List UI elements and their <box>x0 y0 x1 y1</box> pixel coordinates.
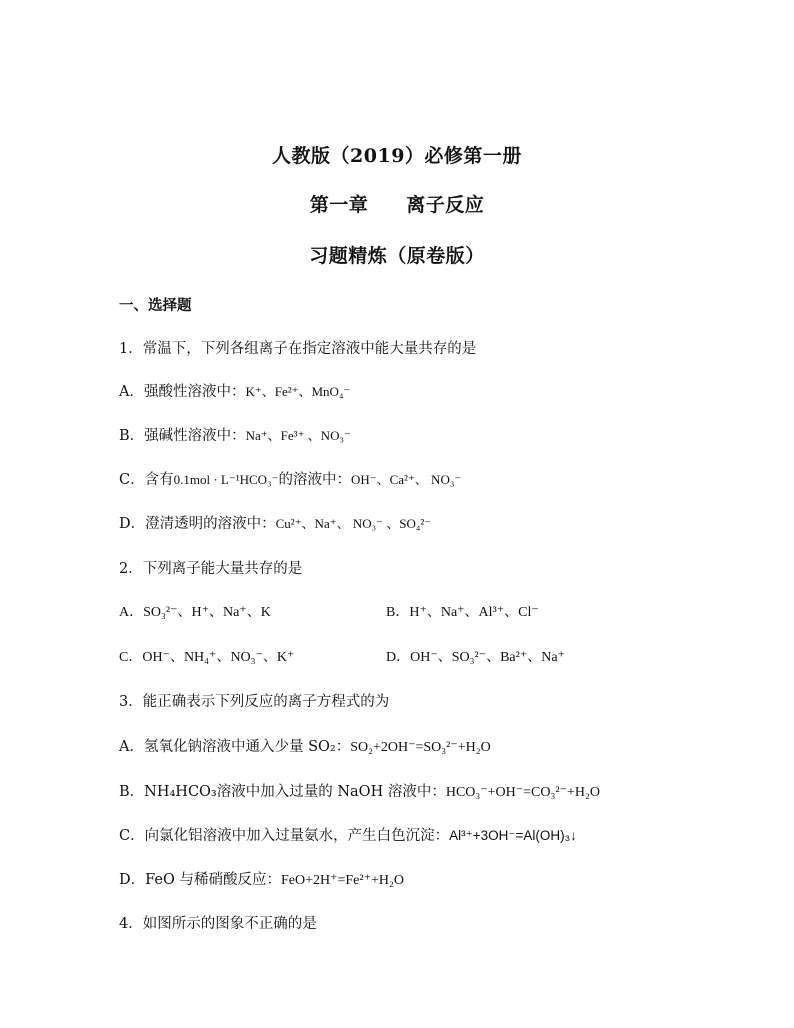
q1-b-prefix: B．强碱性溶液中： <box>119 428 246 444</box>
q1-c-prefix: C．含有 <box>119 472 174 488</box>
document-subtitle: 习题精炼（原卷版） <box>309 245 485 267</box>
chapter-topic: 离子反应 <box>406 194 485 216</box>
q1-stem: 1．常温下，下列各组离子在指定溶液中能大量共存的是 <box>119 341 477 357</box>
q3-b-equation: HCO₃⁻+OH⁻=CO₃²⁻+H₂O <box>445 785 600 800</box>
q2-stem: 2．下列离子能大量共存的是 <box>119 561 303 577</box>
chapter-heading <box>0 190 794 217</box>
q3-d-equation: FeO+2H⁺=Fe²⁺+H₂O <box>280 873 404 888</box>
q1-option-b <box>119 424 351 445</box>
q2-option-c: C．OH⁻、NH₄⁺、NO₃⁻、K⁺ <box>119 650 295 665</box>
q3-c-equation: Al³⁺+3OH⁻=Al(OH)₃↓ <box>449 828 577 843</box>
q1-c-mid: 的溶液中： <box>278 472 351 488</box>
q3-a-text: A．氢氧化钠溶液中通入少量 SO₂： <box>119 739 351 755</box>
q3-d-text: D．FeO 与稀硝酸反应： <box>119 872 281 888</box>
q1-option-a <box>119 380 350 401</box>
q3-stem: 3．能正确表示下列反应的离子方程式的为 <box>119 694 390 710</box>
q3-option-a <box>119 735 491 756</box>
section-heading: 一、选择题 <box>119 297 192 314</box>
q1-option-c <box>119 468 461 489</box>
q1-a-ions: K⁺、Fe²⁺、MnO₄⁻ <box>245 384 351 399</box>
chapter-number: 第一章 <box>309 194 369 216</box>
q1-b-ions: Na⁺、Fe³⁺ 、NO₃⁻ <box>245 428 351 443</box>
q1-d-ions: Cu²⁺、Na⁺、 NO₃⁻ 、SO₄²⁻ <box>275 516 432 531</box>
q4-stem: 4．如图所示的图象不正确的是 <box>119 916 317 932</box>
q2-option-a: A．SO₃²⁻、H⁺、Na⁺、K <box>119 605 271 620</box>
q3-option-d <box>119 868 404 889</box>
q1-c-condition: 0.1mol · L⁻¹HCO₃⁻ <box>173 472 279 487</box>
q3-option-c <box>119 824 577 845</box>
q1-option-d <box>119 512 431 533</box>
q1-a-prefix: A．强酸性溶液中： <box>119 384 246 400</box>
q3-option-b <box>119 780 600 801</box>
q1-d-prefix: D．澄清透明的溶液中： <box>119 516 276 532</box>
q3-c-text: C．向氯化铝溶液中加入过量氨水，产生白色沉淀： <box>119 828 450 844</box>
q3-a-equation: SO₂+2OH⁻=SO₃²⁻+H₂O <box>350 740 491 755</box>
q2-option-b: B．H⁺、Na⁺、Al³⁺、Cl⁻ <box>386 605 539 620</box>
document-title: 人教版（2019）必修第一册 <box>272 145 522 167</box>
q3-b-text: B．NH₄HCO₃溶液中加入过量的 NaOH 溶液中： <box>119 784 446 800</box>
q2-option-d: D．OH⁻、SO₃²⁻、Ba²⁺、Na⁺ <box>386 650 565 665</box>
q1-c-ions: OH⁻、Ca²⁺、 NO₃⁻ <box>350 472 462 487</box>
